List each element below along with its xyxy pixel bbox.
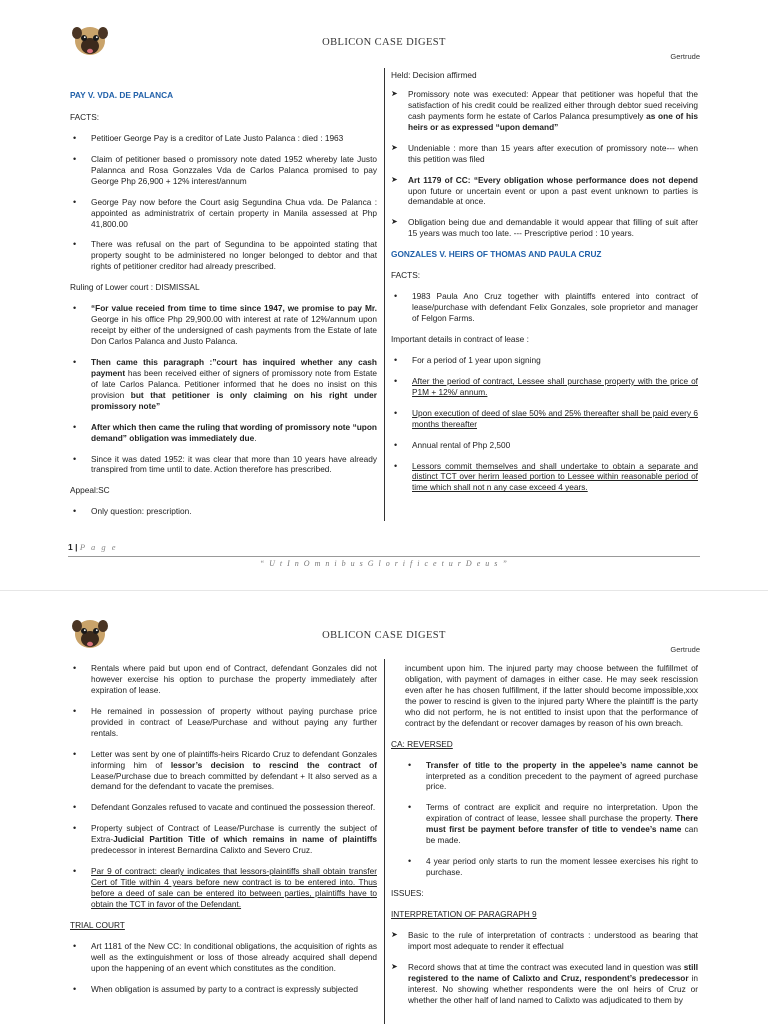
- column-divider: [384, 659, 385, 1024]
- list-item: • Claim of petitioner based o promissory note dated 1952 whereby late Justo Palannca and Rosa Gonzzales Vda de Carlos Palanca promised to pay George Php 26,900 + 12% interest/annum: [70, 154, 377, 187]
- list-item: • Lessors commit themselves and shall undertake to obtain a separate and distinct TCT over herirn leased portion to Lessee within reasonable period of time which shall not n any case exceed 4 years.: [391, 461, 698, 494]
- right-column: [391, 70, 698, 503]
- left-column: [70, 90, 377, 527]
- right-column: [391, 663, 698, 1016]
- list-item: • Property subject of Contract of Lease/Purchase is currently the subject of Extra-Judicial Partition Title of which remains in name of plaintiffs predecessor in interest Bernardina Calixto and Severo Cruz.: [70, 823, 377, 856]
- page-2: [0, 590, 768, 1024]
- document-title: OBLICON CASE DIGEST: [322, 630, 446, 641]
- list-item: • After which then came the ruling that wording of promissory note “upon demand” obligation was immediately due.: [70, 422, 377, 444]
- trial-court-label: TRIAL COURT: [70, 919, 125, 930]
- list-item: ➤ Basic to the rule of interpretation of contracts : understood as bearing that import most adequate to render it effectual: [391, 930, 698, 952]
- column-divider: [384, 68, 385, 521]
- left-column: [70, 663, 377, 1005]
- list-item: • Letter was sent by one of plaintiffs-heirs Ricardo Cruz to defendant Gonzales informing him of lessor’s decision to rescind the contract of Lease/Purchase due to breach committed by defendant + It also served as a demand for the defendant to vacate the premises.: [70, 749, 377, 793]
- facts-label: FACTS:: [391, 270, 421, 281]
- continuation-text: incumbent upon him. The injured party may choose between the fulfillmet of obligation, with payment of damages in either case. He may seek rescission even after he has chosen fulfillment, if the latter should become impossible,xxx the power to rescind is given to the injured party Where the plaintiff is the party who did not perform, he is not entitled to insist upon that the performance of contract by the defendant or recover damages by reason of his own breach.: [405, 663, 698, 728]
- held-label: Held: Decision affirmed: [391, 70, 477, 80]
- list-item: • For a period of 1 year upon signing: [391, 355, 698, 366]
- list-item: • Petitioer George Pay is a creditor of Late Justo Palanca : died : 1963: [70, 133, 377, 144]
- list-item: • Defendant Gonzales refused to vacate and continued the possession thereof.: [70, 802, 377, 813]
- list-item: • Terms of contract are explicit and require no interpretation. Upon the expiration of contract of lease, lessee shall purchase the property. There must first be payment before transfer of title to vendee’s name can be made.: [405, 802, 698, 846]
- issues-label: ISSUES:: [391, 888, 424, 898]
- list-item: ➤ Record shows that at time the contract was executed land in question was still registered to the name of Calixto and Cruz, respondent’s predecessor in interest. No showing whether respondents were the onl heirs of Cruz or whether the other half of land named to Calixto was adjudicated to them by: [391, 962, 698, 1006]
- list-item: • Par 9 of contract: clearly indicates that lessors-plaintiffs shall obtain transfer Cert of Title within 4 years before new contract is to be entered into. Thus before a deed of sale can be entered ito between parties, plaintiffs have to obtain the TCT in favor of the Defendant.: [70, 866, 377, 910]
- case-title: GONZALES V. HEIRS OF THOMAS AND PAULA CRUZ: [391, 249, 602, 260]
- facts-label: FACTS:: [70, 111, 100, 122]
- list-item: • There was refusal on the part of Segundina to be appointed stating that property sought to be administered no longer belonged to debtor and that rights of petitioner creditor had already prescribed.: [70, 239, 377, 272]
- list-item: • “For value receied from time to time since 1947, we promise to pay Mr. George in his office Php 29,900.00 with interest at rate of 12%/annum upon receipt by either of the undersigned of cash payments from the Estate of late Don Carlos Palanca and Justo Palanca.: [70, 303, 377, 347]
- list-item: • Upon execution of deed of slae 50% and 25% thereafter shall be paid every 6 months thereafter: [391, 408, 698, 430]
- list-item: • He remained in possession of property without paying purchase price provided in contract of Lease/Purchase and without paying any further rentals.: [70, 706, 377, 739]
- important-details-label: Important details in contract of lease :: [391, 333, 529, 344]
- author-name: Gertrude: [670, 52, 700, 61]
- ruling-label: Ruling of Lower court : DISMISSAL: [70, 282, 200, 293]
- list-item: • 4 year period only starts to run the moment lessee exercises his right to purchase.: [405, 856, 698, 878]
- appeal-label: Appeal:SC: [70, 485, 110, 496]
- list-item: ➤ Promissory note was executed: Appear that petitioner was hopeful that the satisfaction of his credit could be realized either through debtor sued receiving cash payments form he estate of Carlos Palanca presumptively as one of his heirs or as expressed “upon demand”: [391, 89, 698, 133]
- case-title: PAY V. VDA. DE PALANCA: [70, 90, 174, 100]
- list-item: ➤ Undeniable : more than 15 years after execution of promissory note--- when this petition was filed: [391, 143, 698, 165]
- ca-label: CA: REVERSED: [391, 738, 453, 749]
- list-item: • Rentals where paid but upon end of Contract, defendant Gonzales did not however exercise his option to purchase the property immediately after expiration of lease.: [70, 663, 377, 696]
- list-item: ➤ Obligation being due and demandable it would appear that filling of suit after 15 years was much too late. --- Prescriptive period : 10 years.: [391, 217, 698, 239]
- list-item: • Only question: prescription.: [70, 506, 377, 517]
- interpretation-label: INTERPRETATION OF PARAGRAPH 9: [391, 908, 537, 919]
- list-item: • George Pay now before the Court asig Segundina Chua vda. De Palanca : appointed as administratrix of certain property in Manila assessed at Php 41,800.00: [70, 197, 377, 230]
- list-item: • 1983 Paula Ano Cruz together with plaintiffs entered into contract of lease/purchase with defendant Felix Gonzales, sole proprietor and manager of Felgon Farms.: [391, 291, 698, 324]
- author-name: Gertrude: [670, 645, 700, 654]
- document-title: OBLICON CASE DIGEST: [322, 37, 446, 48]
- list-item: • Then came this paragraph :”court has inquired whether any cash payment has been received either of signers of promissory note from Estate of late Carlos Palanca. Petitioner informed that he does no insist on this provision but that petitioner is only claiming on his right under promissory note”: [70, 357, 377, 412]
- list-item: ➤ Art 1179 of CC: “Every obligation whose performance does not depend upon future or uncertain event or upon a past event unknown to parties is demandable at once.: [391, 175, 698, 208]
- list-item: • After the period of contract, Lessee shall purchase property with the price of P1M + 12%/ annum.: [391, 376, 698, 398]
- list-item: • Art 1181 of the New CC: In conditional obligations, the acquisition of rights as well as the extinguishment or loss of those already acquired shall depend upon the happening of an event which constitutes as the condition.: [70, 941, 377, 974]
- list-item: • When obligation is assumed by party to a contract is expressly subjected: [70, 984, 377, 995]
- page-number: 1 | P a g e: [68, 542, 118, 552]
- list-item: • Transfer of title to the property in the appelee’s name cannot be interpreted as a condition precedent to the payment of agreed purchase price.: [405, 760, 698, 793]
- footer-motto: “ U t I n O m n i b u s G l o r i f i c e t u r D e u s ”: [259, 559, 509, 568]
- list-item: • Since it was dated 1952: it was clear that more than 10 years have already transpired from time until to date. Action therefore has prescribed.: [70, 454, 377, 476]
- list-item: • Annual rental of Php 2,500: [391, 440, 698, 451]
- footer-divider: [68, 556, 700, 557]
